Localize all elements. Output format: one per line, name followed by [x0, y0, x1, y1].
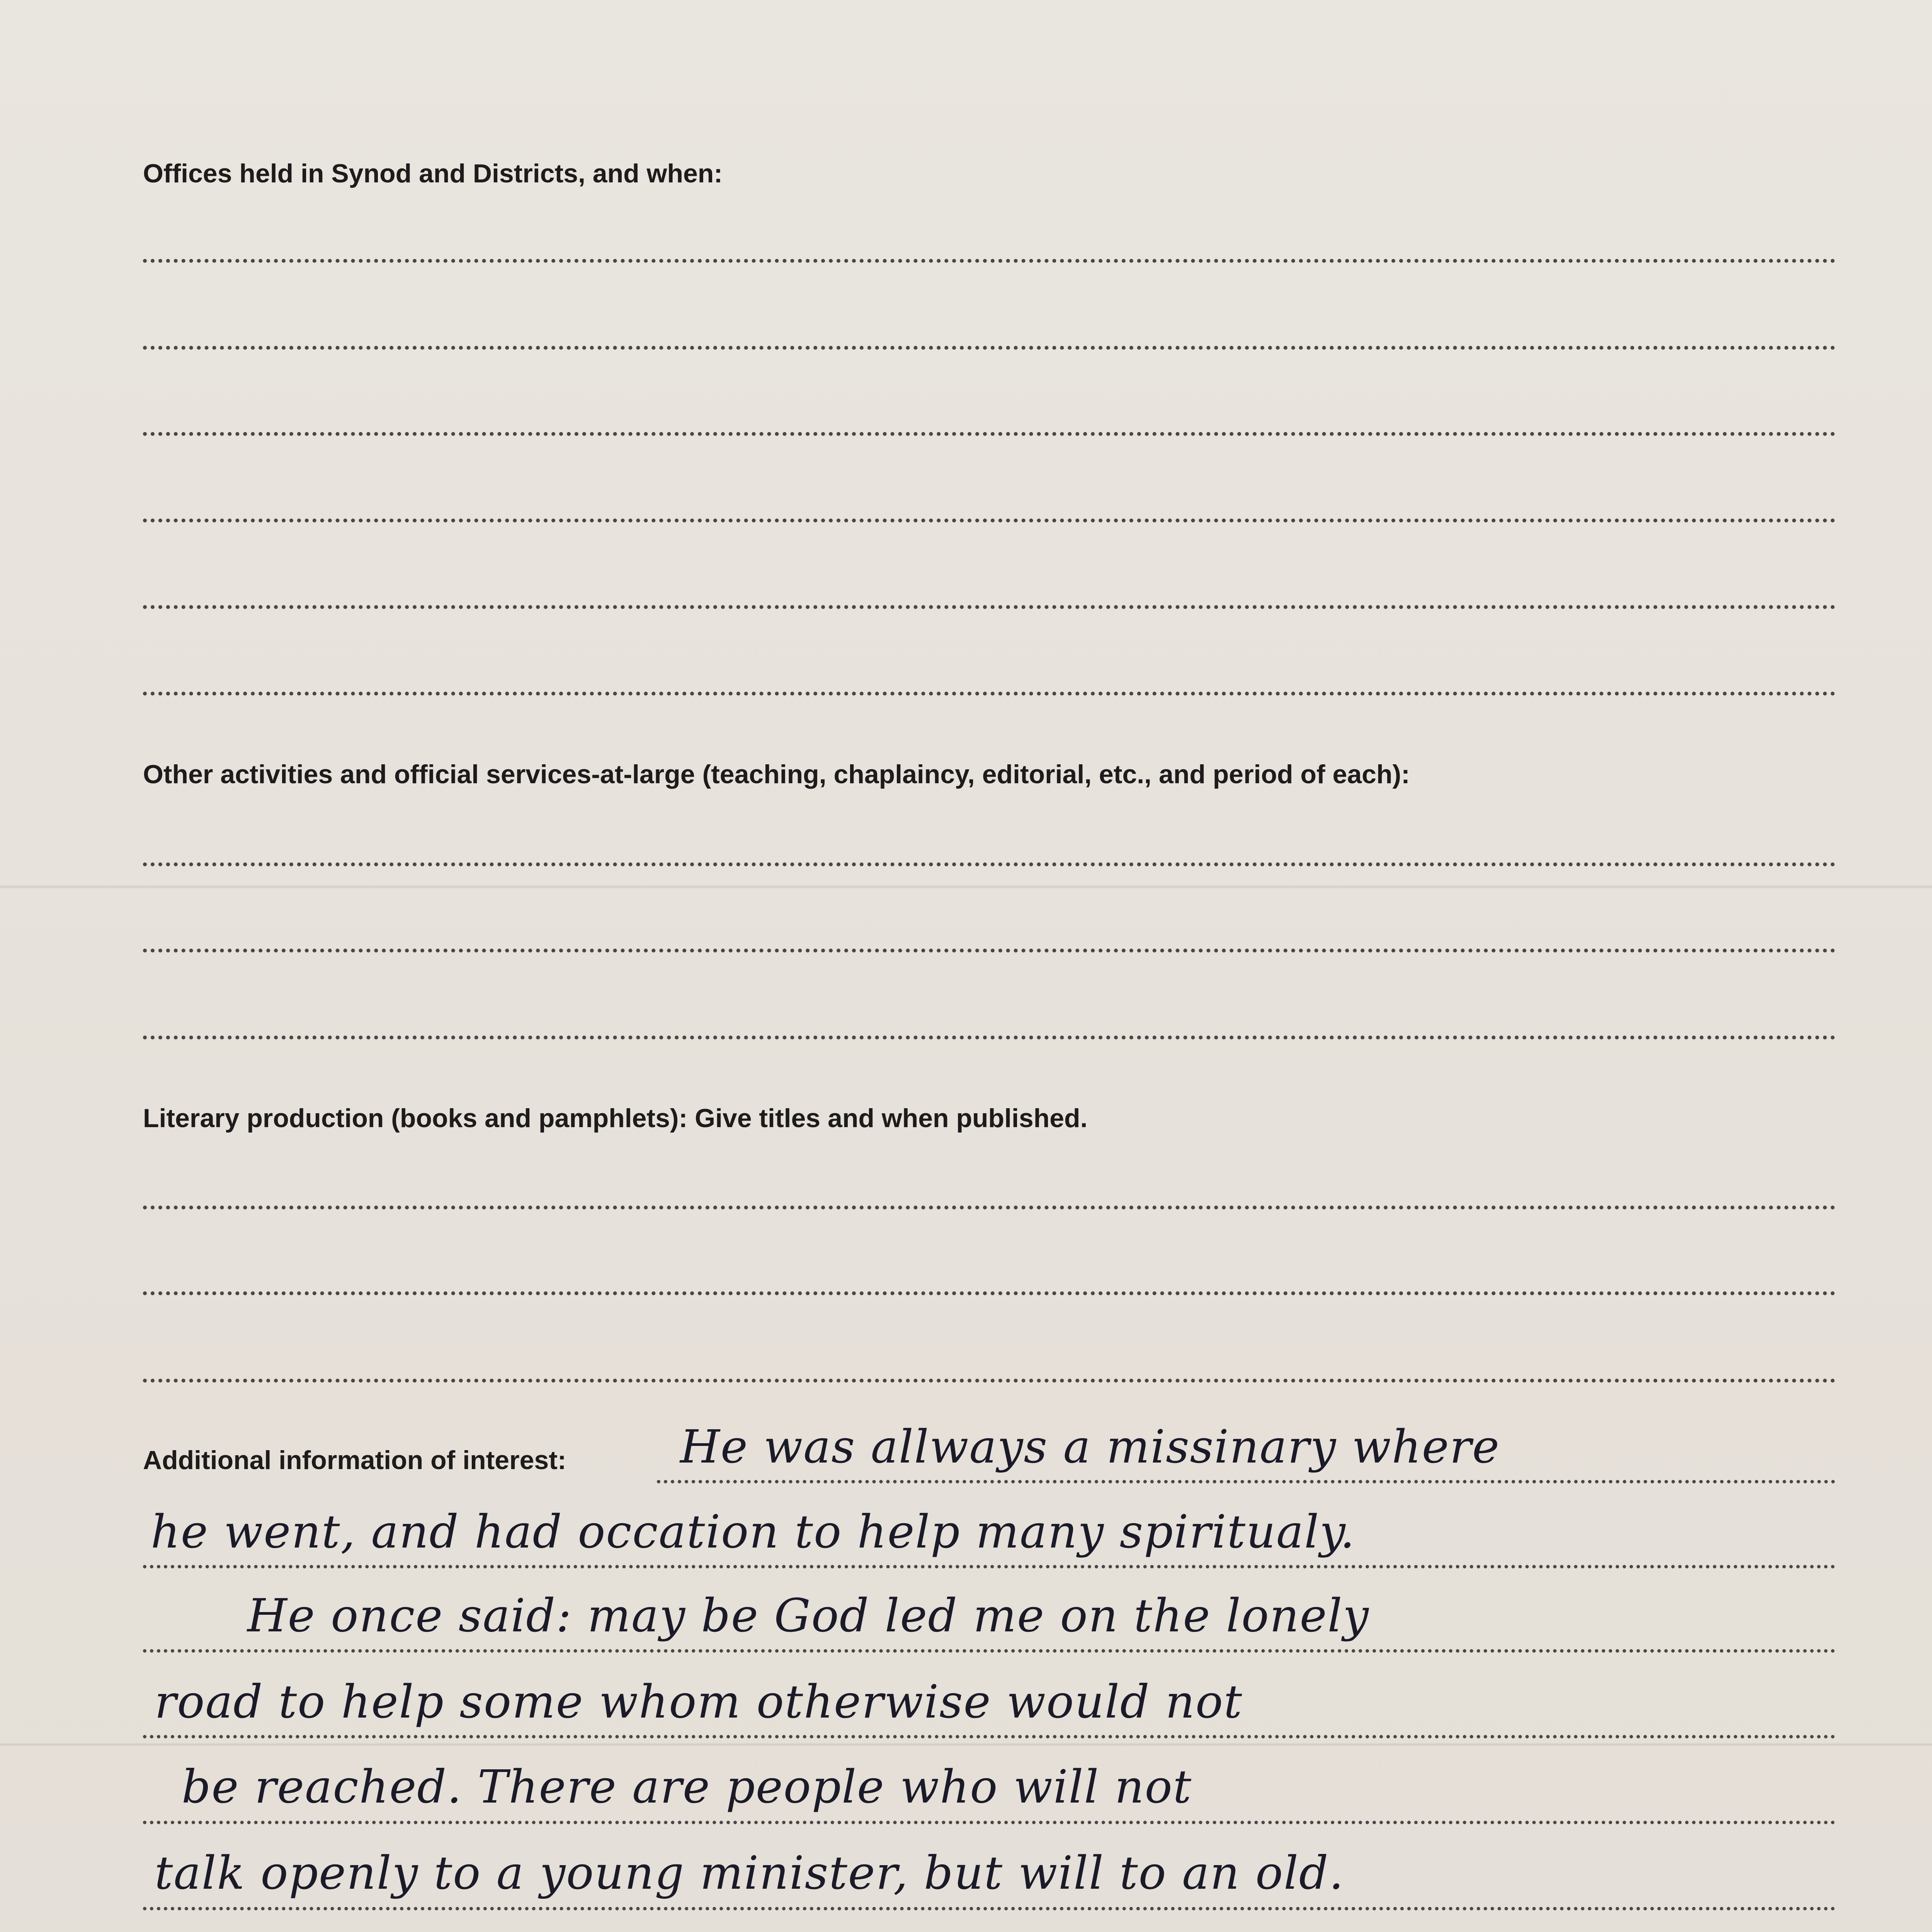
- fill-line: [143, 862, 1835, 866]
- fill-line: [143, 432, 1835, 436]
- fill-line: [143, 605, 1835, 609]
- fill-line: [143, 1735, 1835, 1738]
- handwritten-line: talk openly to a young minister, but will to an old.: [155, 1846, 1344, 1900]
- fill-line: [143, 1379, 1835, 1383]
- handwritten-line: road to help some whom otherwise would not: [155, 1675, 1243, 1728]
- handwritten-line: He was allways a missinary where: [680, 1420, 1500, 1473]
- fill-line: [143, 1907, 1835, 1910]
- fill-line: [143, 949, 1835, 952]
- fill-line: [143, 1821, 1835, 1824]
- handwritten-line: be reached. There are people who will not: [182, 1760, 1192, 1813]
- offices-label: Offices held in Synod and Districts, and when:: [143, 159, 723, 188]
- fill-line: [143, 1036, 1835, 1039]
- paper-fold: [0, 1743, 1932, 1747]
- literary-label: Literary production (books and pamphlets): Give titles and when published.: [143, 1104, 1088, 1133]
- additional-info-label: Additional information of interest:: [143, 1446, 566, 1475]
- fill-line: [143, 1206, 1835, 1209]
- handwritten-line: He once said: may be God led me on the lonely: [247, 1589, 1369, 1642]
- other-activities-label: Other activities and official services-at-large (teaching, chaplaincy, editorial, etc., and period of each):: [143, 760, 1410, 789]
- fill-line: [143, 259, 1835, 263]
- handwritten-line: he went, and had occation to help many spiritualy.: [151, 1505, 1355, 1558]
- fill-line: [143, 519, 1835, 522]
- fill-line: [657, 1480, 1835, 1483]
- fill-line: [143, 1565, 1835, 1568]
- paper-fold: [0, 885, 1932, 889]
- fill-line: [143, 692, 1835, 696]
- fill-line: [143, 346, 1835, 350]
- fill-line: [143, 1291, 1835, 1295]
- fill-line: [143, 1649, 1835, 1653]
